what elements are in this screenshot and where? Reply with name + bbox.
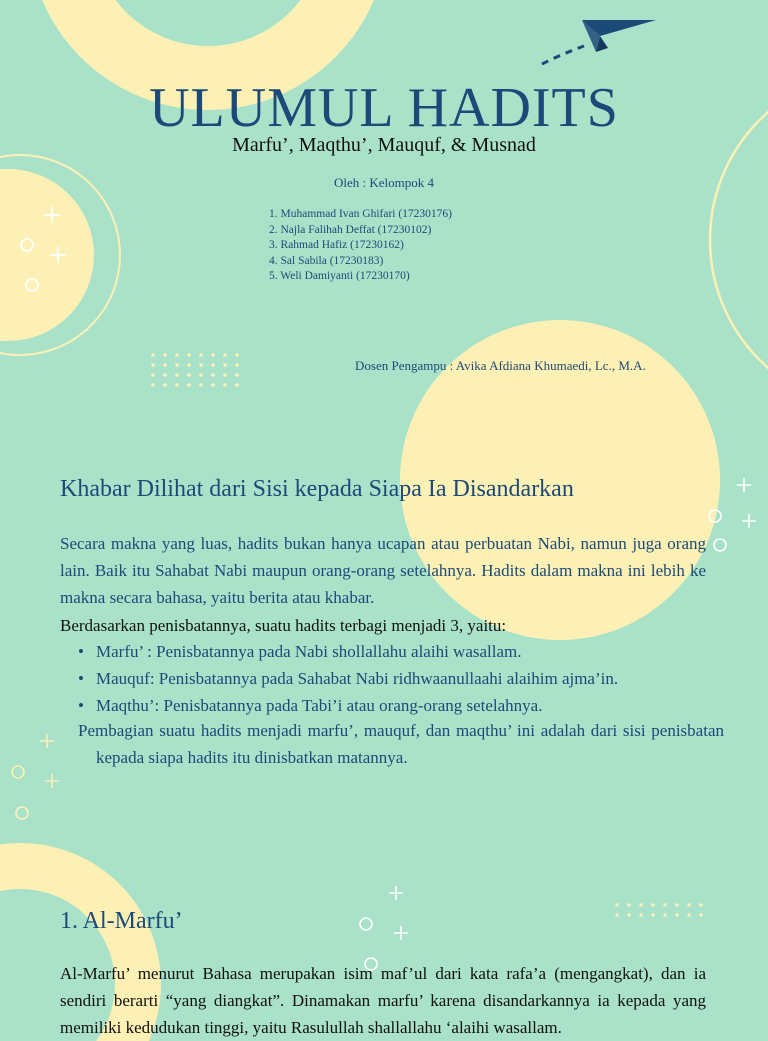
member-list — [269, 207, 452, 285]
sparkle-cluster-icon — [702, 476, 762, 546]
list-item: • Mauquf: Penisbatannya pada Sahabat Nabi ridhwaanullaahi alaihim ajma’in. — [78, 665, 618, 692]
circle-outline-icon — [714, 539, 726, 551]
page-title: ULUMUL HADITS — [149, 77, 619, 139]
list-item: • Maqthu’: Penisbatannya pada Tabi’i atau orang-orang setelahnya. — [78, 692, 618, 719]
section-paragraph: Al-Marfu’ menurut Bahasa merupakan isim maf’ul dari kata rafa’a (mengangkat), dan ia sendiri berarti “yang diangkat”. Dinamakan marfu’ karena disandarkannya ia kepada yang memiliki kedudukan tinggi, yaitu Rasulullah shallallahu ‘alaihi wasallam. — [60, 964, 706, 1037]
sparkle-icon — [40, 734, 54, 748]
list-item: 5. Weli Damiyanti (17230170) — [269, 270, 410, 282]
section-heading: 1. Al-Marfu’ — [60, 908, 183, 934]
section-paragraph: Secara makna yang luas, hadits bukan hanya ucapan atau perbuatan Nabi, namun juga orang lain. Baik itu Sahabat Nabi maupun orang-orang setelahnya. Hadits dalam makna ini lebih ke makna secara bahasa, yaitu berita atau khabar. — [60, 534, 706, 607]
top-ring-shape — [60, 0, 356, 78]
section-note: Pembagian suatu hadits menjadi marfu’, mauquf, dan maqthu’ ini adalah dari sisi penisbatan kepada siapa hadits itu dinisbatkan matannya. — [78, 721, 724, 767]
content-slide-marfu — [0, 864, 768, 1037]
page-subtitle: Marfu’, Maqthu’, Mauquf, & Musnad — [232, 134, 536, 156]
sparkle-icon — [389, 886, 403, 900]
dot-grid-icon — [150, 352, 240, 388]
sparkle-cluster-icon — [355, 882, 415, 972]
circle-outline-icon — [12, 766, 24, 778]
circle-outline-icon — [26, 279, 38, 291]
title-slide — [0, 0, 768, 432]
section-lead: Berdasarkan penisbatannya, suatu hadits terbagi menjadi 3, yaitu: — [60, 616, 507, 635]
sparkle-icon — [737, 478, 751, 492]
list-item: • Marfu’ : Penisbatannya pada Nabi shollallahu alaihi wasallam. — [78, 638, 618, 665]
bullet-list — [78, 638, 618, 719]
sparkle-cluster-icon — [14, 205, 54, 295]
circle-outline-icon — [360, 918, 372, 930]
list-item: 2. Najla Falihah Deffat (17230102) — [269, 223, 432, 236]
circle-outline-icon — [16, 807, 28, 819]
circle-outline-icon — [709, 510, 721, 522]
sparkle-icon — [394, 926, 408, 940]
sparkle-cluster-icon — [8, 732, 68, 832]
group-label: Oleh : Kelompok 4 — [333, 175, 434, 190]
sparkle-icon — [45, 774, 59, 788]
dot-grid-icon — [614, 902, 704, 920]
dotted-trail-icon — [542, 46, 584, 64]
circle-outline-icon — [21, 239, 33, 251]
list-item: 3. Rahmad Hafiz (17230162) — [269, 239, 404, 251]
list-item: 4. Sal Sabila (17230183) — [269, 254, 384, 267]
paper-plane-icon — [538, 12, 638, 72]
content-slide-khabar — [0, 432, 768, 864]
section-heading: Khabar Dilihat dari Sisi kepada Siapa Ia Disandarkan — [60, 476, 574, 502]
list-item: 1. Muhammad Ivan Ghifari (17230176) — [269, 208, 453, 220]
lecturer-line: Dosen Pengampu : Avika Afdiana Khumaedi, Lc., M.A. — [355, 358, 646, 373]
sparkle-icon — [742, 514, 756, 528]
